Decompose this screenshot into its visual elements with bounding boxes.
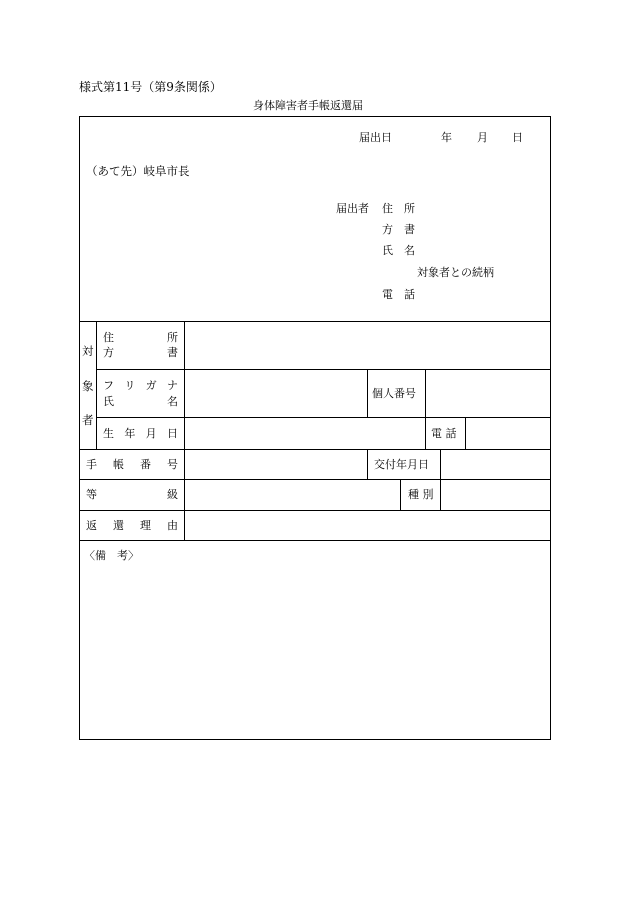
subject-address-extra-char-1: 方 bbox=[103, 346, 114, 359]
divider-row-notebook bbox=[80, 449, 551, 450]
divider-issue-date-right bbox=[440, 449, 441, 479]
subject-birthdate-label bbox=[103, 428, 178, 439]
divider-subject-2 bbox=[96, 417, 551, 418]
issue-date-label: 交付年月日 bbox=[374, 458, 429, 471]
divider-individual-number-right bbox=[425, 369, 426, 417]
date-label: 届出日 bbox=[359, 131, 392, 144]
notebook-number-char-3: 番 bbox=[140, 458, 151, 471]
notebook-number-char-2: 帳 bbox=[113, 458, 124, 471]
grade-char-2: 級 bbox=[167, 488, 178, 501]
subject-address-char-1: 住 bbox=[103, 331, 114, 344]
submitter-relation-label: 対象者との続柄 bbox=[417, 266, 494, 279]
remarks-label: 〈備 考〉 bbox=[84, 549, 139, 562]
divider-subject-1 bbox=[96, 369, 551, 370]
submitter-label: 届出者 bbox=[336, 202, 369, 215]
subject-birthdate-char-3: 月 bbox=[145, 427, 157, 440]
divider-remarks bbox=[80, 540, 551, 541]
divider-category-right bbox=[440, 479, 441, 510]
date-year-label: 年 bbox=[441, 131, 452, 144]
submitter-phone-label: 電 話 bbox=[382, 288, 415, 301]
subject-group-char-1: 対 bbox=[82, 344, 94, 358]
subject-group-char-2: 象 bbox=[82, 379, 94, 393]
subject-address-extra-label bbox=[103, 347, 178, 358]
date-day-label: 日 bbox=[512, 131, 523, 144]
date-month-label: 月 bbox=[477, 131, 488, 144]
notebook-number-label bbox=[86, 459, 178, 470]
addressee: （あて先）岐阜市長 bbox=[86, 164, 190, 178]
notebook-number-char-1: 手 bbox=[86, 458, 97, 471]
divider-issue-date-left bbox=[367, 449, 368, 479]
subject-group-char-3: 者 bbox=[82, 413, 94, 427]
return-reason-char-4: 由 bbox=[167, 519, 178, 532]
subject-birthdate-char-2: 年 bbox=[124, 427, 136, 440]
subject-birthdate-char-4: 日 bbox=[166, 427, 178, 440]
divider-row-grade bbox=[80, 479, 551, 480]
divider-phone-right bbox=[465, 417, 466, 449]
subject-name-char-1: 氏 bbox=[103, 395, 114, 408]
divider-subject-group bbox=[96, 321, 97, 449]
submitter-address-label: 住 所 bbox=[382, 202, 415, 215]
form-number: 様式第11号（第9条関係） bbox=[79, 80, 222, 94]
divider-individual-number-left bbox=[367, 369, 368, 417]
subject-birthdate-char-1: 生 bbox=[103, 427, 114, 440]
subject-name-label bbox=[103, 396, 178, 407]
form-title: 身体障害者手帳返還届 bbox=[253, 99, 363, 112]
subject-furigana-label bbox=[103, 380, 178, 391]
form-frame bbox=[79, 116, 551, 740]
return-reason-char-3: 理 bbox=[140, 519, 151, 532]
grade-label bbox=[86, 489, 178, 500]
submitter-address-extra-label: 方 書 bbox=[382, 223, 415, 236]
return-reason-char-2: 還 bbox=[113, 519, 124, 532]
subject-furigana-char-4: ナ bbox=[166, 379, 178, 392]
subject-furigana-char-3: ガ bbox=[145, 379, 157, 392]
individual-number-label: 個人番号 bbox=[372, 387, 416, 400]
subject-address-label bbox=[103, 332, 178, 343]
return-reason-label bbox=[86, 520, 178, 531]
divider-header bbox=[80, 321, 551, 322]
divider-row-reason bbox=[80, 510, 551, 511]
subject-phone-label: 電 話 bbox=[431, 427, 457, 440]
submitter-name-label: 氏 名 bbox=[382, 244, 415, 257]
subject-address-char-2: 所 bbox=[167, 331, 178, 344]
divider-label-column bbox=[184, 321, 185, 540]
subject-name-char-2: 名 bbox=[167, 395, 178, 408]
grade-char-1: 等 bbox=[86, 488, 97, 501]
divider-category-left bbox=[400, 479, 401, 510]
subject-furigana-char-2: リ bbox=[124, 379, 136, 392]
subject-address-extra-char-2: 書 bbox=[167, 346, 178, 359]
return-reason-char-1: 返 bbox=[86, 519, 97, 532]
category-label: 種 別 bbox=[408, 488, 434, 501]
divider-phone-left bbox=[425, 417, 426, 449]
notebook-number-char-4: 号 bbox=[167, 458, 178, 471]
subject-furigana-char-1: フ bbox=[103, 379, 114, 392]
